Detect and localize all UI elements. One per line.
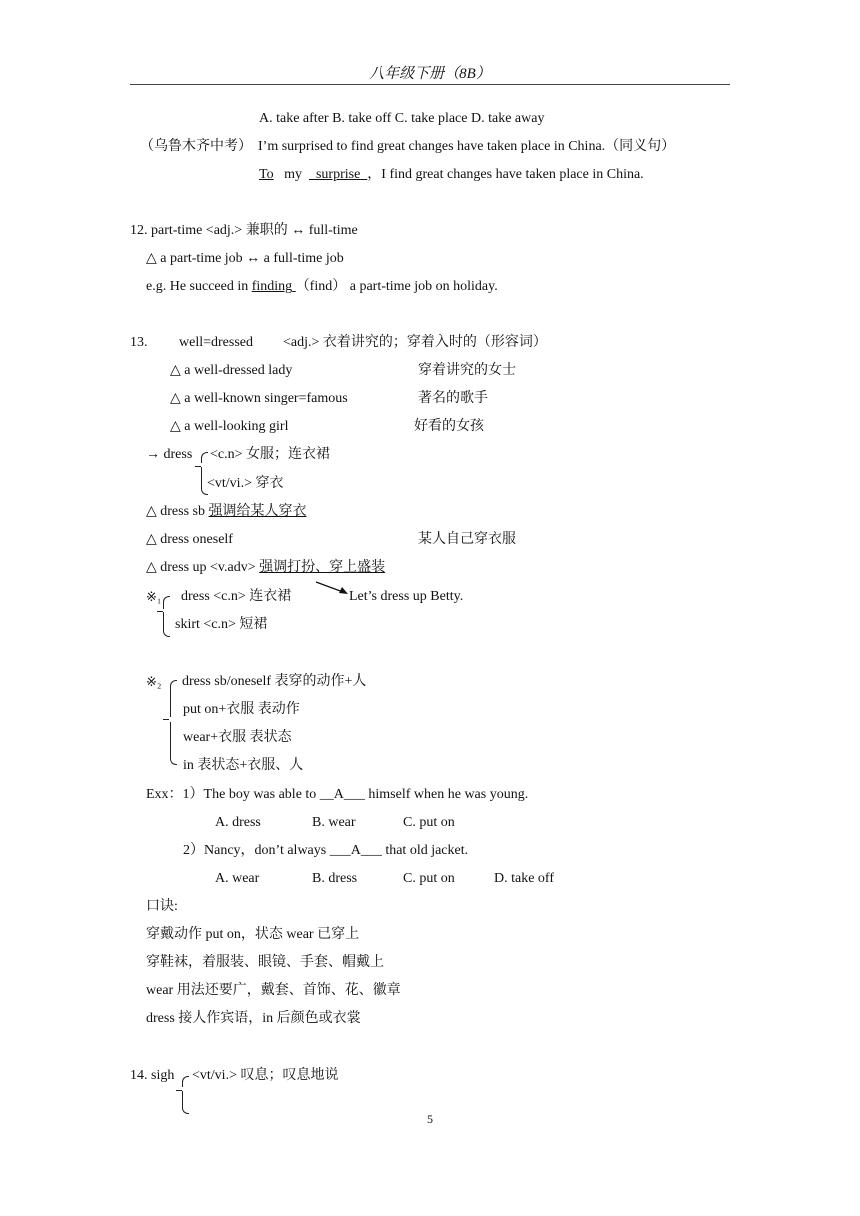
answer-blank-1: To (259, 167, 274, 182)
dress-arrow-label: → dress (146, 447, 193, 462)
exercise-1-option: A. dress (215, 815, 261, 830)
dress-verb: <vt/vi.> 穿衣 (207, 476, 284, 491)
answer-blank-2: surprise (315, 167, 361, 182)
exercise-1-option: C. put on (403, 815, 455, 830)
rhyme-line: 穿戴动作 put on，状态 wear 已穿上 (146, 927, 360, 942)
item-12-heading: 12. part-time <adj.> 兼职的 ↔ full-time (130, 223, 358, 238)
well-row-zh: 穿着讲究的女士 (418, 363, 516, 378)
exercise-1: Exx：1）The boy was able to __A___ himself when he was young. (146, 787, 529, 802)
question-options: A. take after B. take off C. take place D. take away (259, 111, 545, 126)
note-2-item: dress sb/oneself 表穿的动作+人 (182, 674, 367, 689)
note-2-item: put on+衣服 表动作 (183, 702, 300, 717)
item-13-word: well=dressed (179, 335, 253, 350)
dress-oneself: △ dress oneself (146, 532, 233, 547)
note-1-example: Let’s dress up Betty. (349, 589, 464, 604)
rhyme-line: wear 用法还要广，戴套、首饰、花、徽章 (146, 983, 401, 998)
answer-word-my: my (284, 167, 302, 182)
note-1-mark: ※₁ (146, 589, 162, 604)
page-number: 5 (427, 1112, 433, 1126)
item-13-definition: <adj.> 衣着讲究的；穿着入时的（形容词） (283, 335, 547, 350)
header-rule (130, 84, 730, 85)
item-14-definition: <vt/vi.> 叹息；叹息地说 (192, 1068, 339, 1083)
well-row-zh: 好看的女孩 (414, 419, 484, 434)
item-12-eg: e.g. He succeed in finding （find） a part-time job on holiday. (146, 279, 498, 294)
item-12-example: △ a part-time job ↔ a full-time job (146, 251, 344, 266)
exercise-2-option: B. dress (312, 871, 358, 886)
exercise-2-option: A. wear (215, 871, 260, 886)
note-1-skirt: skirt <c.n> 短裙 (175, 617, 268, 632)
well-row-zh: 著名的歌手 (418, 391, 488, 406)
answer-rest: ，I find great changes have taken place in China. (367, 167, 644, 182)
item-13-number: 13. (130, 335, 148, 350)
exercise-2: 2）Nancy，don’t always ___A___ that old jacket. (183, 843, 469, 858)
exercise-1-option: B. wear (312, 815, 356, 830)
rhyme-line: 穿鞋袜，着服装、眼镜、手套、帽戴上 (146, 955, 384, 970)
note-1-dress: dress <c.n> 连衣裙 (181, 589, 292, 604)
well-row-en: △ a well-known singer=famous (170, 391, 348, 406)
exam-source: （乌鲁木齐中考） (140, 139, 252, 154)
exercise-2-option: C. put on (403, 871, 455, 886)
dress-noun: <c.n> 女服；连衣裙 (210, 447, 331, 462)
item-14-heading: 14. sigh (130, 1068, 175, 1083)
dress-up: △ dress up <v.adv> 强调打扮、穿上盛装 (146, 560, 386, 575)
answer-line (259, 166, 644, 184)
well-row-en: △ a well-dressed lady (170, 363, 293, 378)
eg-answer: finding (251, 279, 293, 294)
page-header-title: 八年级下册（8B） (369, 66, 491, 82)
rhyme-title: 口诀: (146, 899, 178, 914)
question-sentence: I’m surprised to find great changes have taken place in China.（同义句） (258, 139, 676, 154)
note-2-item: in 表状态+衣服、人 (183, 758, 304, 773)
rhyme-line: dress 接人作宾语，in 后颜色或衣裳 (146, 1011, 361, 1026)
note-2-item: wear+衣服 表状态 (183, 730, 292, 745)
well-row-en: △ a well-looking girl (170, 419, 289, 434)
exercise-2-option: D. take off (494, 871, 554, 886)
dress-oneself-zh: 某人自己穿衣服 (418, 532, 516, 547)
dress-sb: △ dress sb 强调给某人穿衣 (146, 504, 307, 519)
arrow-icon (312, 578, 352, 600)
note-2-mark: ※₂ (146, 674, 162, 689)
